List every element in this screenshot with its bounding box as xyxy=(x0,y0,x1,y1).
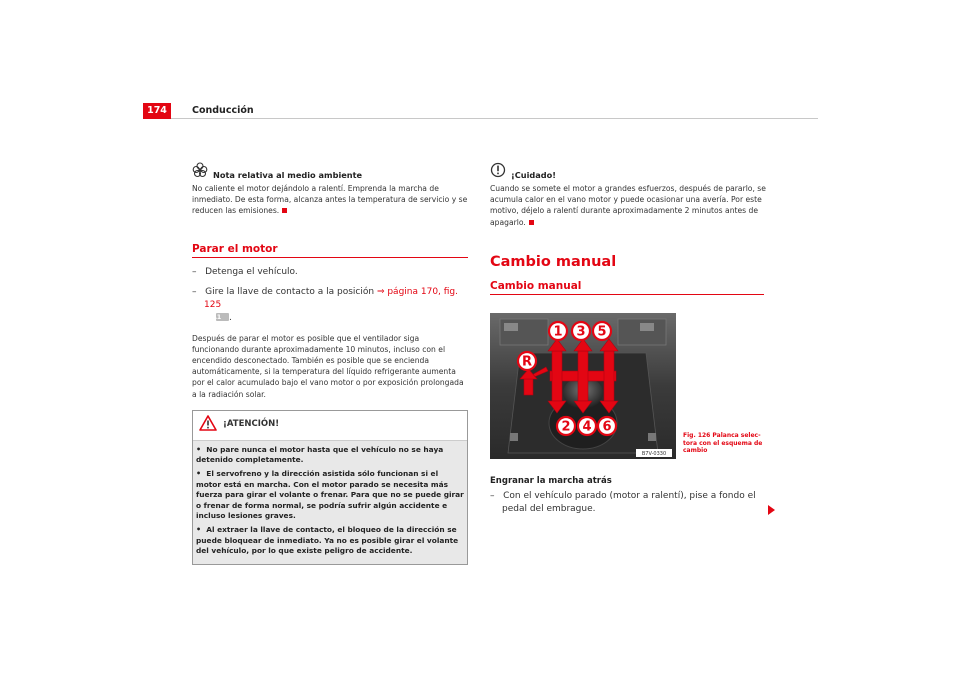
page-number: 174 xyxy=(143,103,171,119)
gear-label: 1 xyxy=(553,324,563,340)
left-column xyxy=(192,162,468,565)
reverse-gear-section xyxy=(490,476,766,523)
chapter-title: Cambio manual xyxy=(490,253,617,270)
warning-item: • No pare nunca el motor hasta que el vehículo no se haya detenido completamente. xyxy=(196,444,444,465)
gear-label: 4 xyxy=(582,419,592,435)
gear-label: 6 xyxy=(602,419,612,435)
flower-icon xyxy=(192,162,208,180)
header-rule xyxy=(171,118,818,119)
caution-text: Cuando se somete el motor a grandes esfuerzos, después de pararlo, se acumula calor en el vano motor y puede ocasionar una avería. Por este motivo, déjelo a ralentí durante aproximadamente 2 minutos antes de apagarlo. xyxy=(490,184,766,227)
gear-label: 2 xyxy=(561,419,571,435)
gear-label: R xyxy=(521,354,533,370)
warning-box xyxy=(192,410,468,565)
step-item: – Detenga el vehículo. xyxy=(192,266,298,277)
section-heading-parar-motor: Parar el motor xyxy=(192,243,468,258)
warning-body xyxy=(193,441,467,564)
warning-title: ¡ATENCIÓN! xyxy=(223,419,280,430)
figure-caption: Fig. 126 Palanca selec-tora con el esquema de cambio xyxy=(683,432,763,455)
section-header: Conducción xyxy=(192,105,254,116)
subheading-reverse: Engranar la marcha atrás xyxy=(490,476,612,486)
right-column xyxy=(490,162,766,303)
environment-note-text: No caliente el motor dejándolo a ralentí. Emprenda la marcha de inmediato. De esta forma, alcanza antes la temperatura de servicio y se reducen las emisiones. xyxy=(192,184,468,216)
page-reference-link[interactable]: ⇒ página 170, fig. 125 xyxy=(204,286,459,310)
environment-note-title-text: Nota relativa al medio ambiente xyxy=(213,170,363,180)
warning-item: • Al extraer la llave de contacto, el bloqueo de la dirección se puede bloquear de inmediato. Ya no es posible girar el volante del vehículo, por lo que existe peligro de accidente. xyxy=(196,524,459,556)
continue-arrow-icon xyxy=(768,505,775,515)
warning-item: • El servofreno y la dirección asistida sólo funcionan si el motor está en marcha. Con el motor parado se necesita más fuerza para girar el volante o frenar. Para que no se puede girar o frenar de forma normal, se podría sufrir algún accidente e incluso lesiones graves. xyxy=(196,469,464,521)
step-item: – Gire la llave de contacto a la posición ⇒ página 170, fig. 125 A1 . xyxy=(192,286,459,323)
gear-label: 5 xyxy=(597,324,607,340)
gear-lever-figure xyxy=(490,313,676,459)
warning-header xyxy=(193,411,467,441)
step-item: – Con el vehículo parado (motor a ralentí), pise a fondo el pedal del embrague. xyxy=(490,491,756,514)
end-marker xyxy=(282,208,287,213)
gear-label: 3 xyxy=(576,324,586,340)
figure-code: B7V-0330 xyxy=(641,451,667,458)
end-marker xyxy=(529,220,534,225)
environment-note-title xyxy=(192,162,468,180)
section-heading-cambio-manual: Cambio manual xyxy=(490,280,764,295)
warning-triangle-icon xyxy=(199,415,217,434)
caution-title xyxy=(490,162,766,180)
caution-title-text: ¡Cuidado! xyxy=(511,170,556,180)
caution-exclamation-icon xyxy=(490,162,506,180)
position-badge: A1 xyxy=(216,313,229,321)
fan-paragraph: Después de parar el motor es posible que el ventilador siga funcionando durante aproximadamente 10 minutos, incluso con el encendido desconectado. También es posible que se encienda automáticamente, si la temperatura del líquido refrigerante aumenta por el calor acumulado bajo el vano motor o por exposición prolongada a la radiación solar. xyxy=(192,333,464,399)
